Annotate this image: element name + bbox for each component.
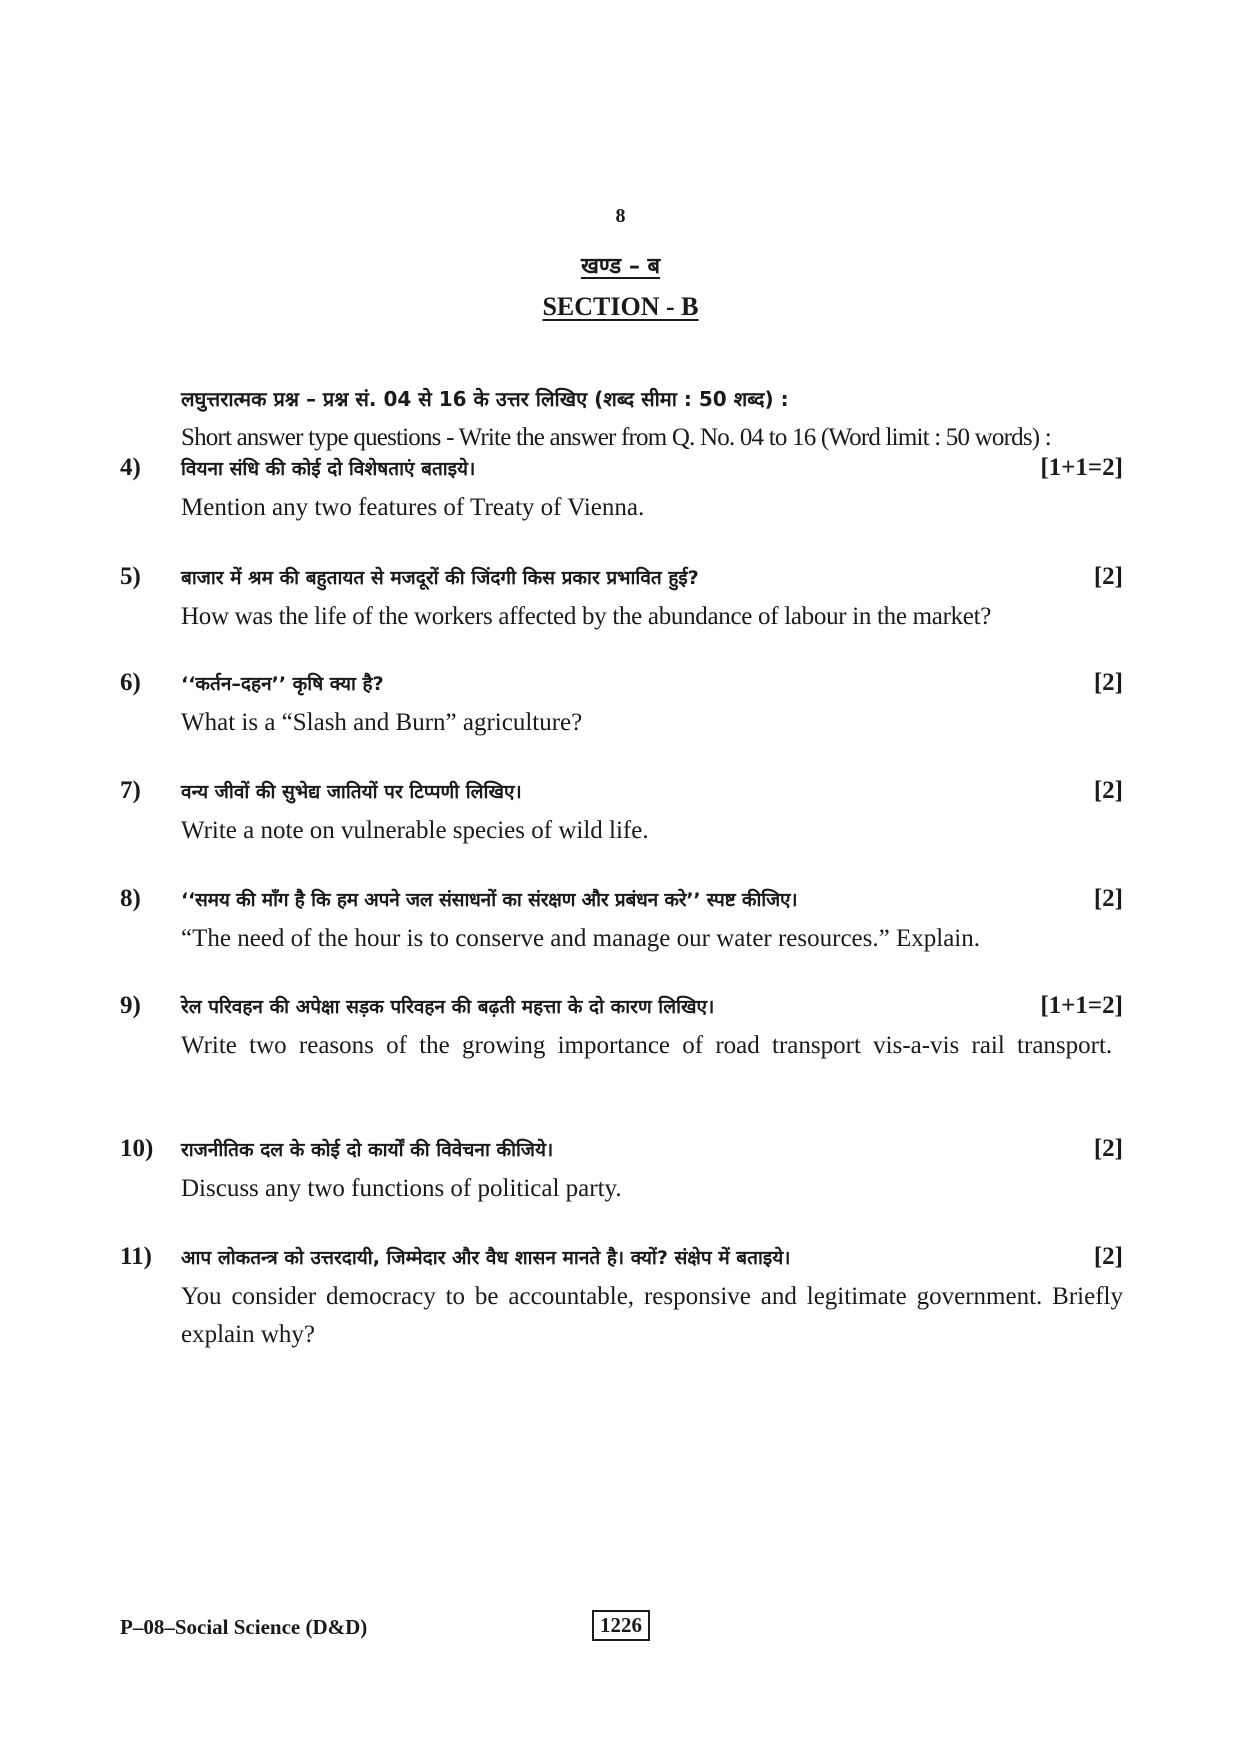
- question-number: 11): [120, 1243, 152, 1270]
- question-text-hindi: राजनीतिक दल के कोई दो कार्यों की विवेचना कीजिये।: [181, 1139, 554, 1161]
- footer-box-code: 1226: [592, 1610, 650, 1641]
- section-title-english: [0, 292, 1241, 322]
- question-5: [120, 561, 1123, 636]
- question-8: [120, 883, 1123, 958]
- question-marks: [2]: [1093, 1243, 1123, 1270]
- question-7: [120, 775, 1123, 850]
- question-text-english: Mention any two features of Treaty of Vienna.: [181, 494, 645, 521]
- question-marks: [2]: [1093, 777, 1123, 804]
- question-text-english: What is a “Slash and Burn” agriculture?: [181, 709, 583, 736]
- question-number: 10): [120, 1135, 154, 1162]
- question-marks: [2]: [1093, 1135, 1123, 1162]
- question-number: 8): [120, 885, 141, 912]
- question-text-hindi: आप लोकतन्त्र को उत्तरदायी, जिम्मेदार और वैध शासन मानते है। क्यों? संक्षेप में बताइये।: [181, 1247, 791, 1269]
- question-text-hindi: वन्य जीवों की सुभेद्य जातियों पर टिप्पणी लिखिए।: [181, 781, 522, 803]
- section-title-hindi-text: खण्ड – ब: [580, 254, 661, 279]
- question-text-english: Write a note on vulnerable species of wild life.: [181, 817, 649, 844]
- question-10: [120, 1133, 1123, 1208]
- question-marks: [2]: [1093, 885, 1123, 912]
- section-title-hindi: [0, 250, 1241, 280]
- instructions-english: Short answer type questions - Write the answer from Q. No. 04 to 16 (Word limit : 50 words) :: [181, 424, 1051, 451]
- question-number: 9): [120, 992, 141, 1019]
- question-text-english: You consider democracy to be accountable, responsive and legitimate government. Briefly explain why?: [181, 1283, 1123, 1348]
- question-text-english: Discuss any two functions of political party.: [181, 1175, 622, 1202]
- page-number: 8: [615, 205, 626, 227]
- question-number: 6): [120, 669, 141, 696]
- question-text-hindi: ‘‘समय की माँग है कि हम अपने जल संसाधनों का संरक्षण और प्रबंधन करे’’ स्पष्ट कीजिए।: [181, 889, 798, 911]
- question-number: 4): [120, 454, 141, 481]
- question-text-hindi: ‘‘कर्तन–दहन’’ कृषि क्या है?: [181, 673, 384, 695]
- question-11: [120, 1241, 1123, 1354]
- section-title-english-text: SECTION - B: [542, 292, 699, 321]
- instructions-hindi: लघुत्तरात्मक प्रश्न – प्रश्न सं. 04 से 16 के उत्तर लिखिए (शब्द सीमा : 50 शब्द) :: [181, 387, 789, 411]
- question-text-hindi: रेल परिवहन की अपेक्षा सड़क परिवहन की बढ़ती महत्ता के दो कारण लिखिए।: [181, 996, 715, 1018]
- question-marks: [2]: [1093, 669, 1123, 696]
- question-4: [120, 452, 1123, 527]
- question-text-english: How was the life of the workers affected by the abundance of labour in the market?: [181, 603, 992, 630]
- question-marks: [2]: [1093, 563, 1123, 590]
- question-text-english: Write two reasons of the growing importance of road transport vis-a-vis rail transport.: [181, 1032, 1113, 1059]
- footer-paper-code: P–08–Social Science (D&D): [120, 1615, 368, 1639]
- question-marks: [1+1=2]: [1040, 454, 1123, 481]
- question-number: 7): [120, 777, 141, 804]
- question-text-hindi: वियना संधि की कोई दो विशेषताएं बताइये।: [181, 458, 476, 480]
- question-marks: [1+1=2]: [1040, 992, 1123, 1019]
- question-6: [120, 667, 1123, 742]
- question-9: [120, 990, 1123, 1065]
- question-text-hindi: बाजार में श्रम की बहुतायत से मजदूरों की जिंदगी किस प्रकार प्रभावित हुई?: [181, 567, 699, 589]
- question-number: 5): [120, 563, 141, 590]
- question-text-english: “The need of the hour is to conserve and manage our water resources.” Explain.: [181, 925, 980, 952]
